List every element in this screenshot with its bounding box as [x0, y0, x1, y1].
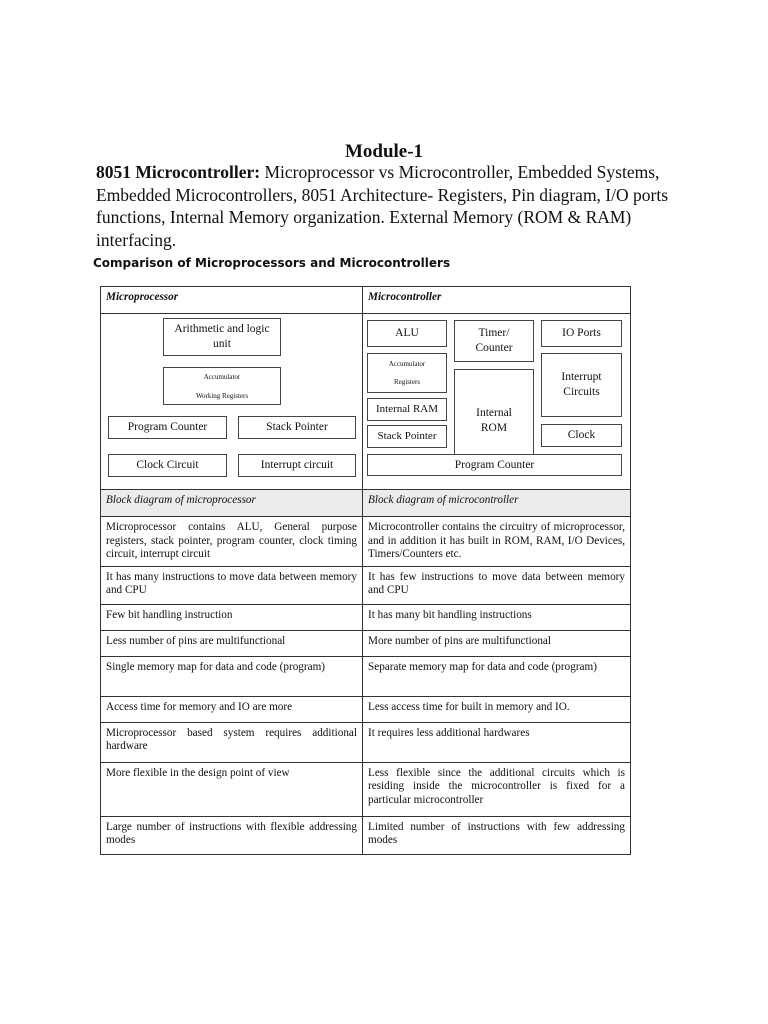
mc-program-counter-box [367, 454, 622, 476]
mp-interrupt-circuit-label: Interrupt circuit [260, 459, 334, 471]
table-row [101, 816, 631, 854]
mp-clock-circuit-box [108, 454, 227, 477]
header-microcontroller: Microcontroller [363, 287, 631, 314]
mp-alu-box [163, 318, 281, 356]
mp-stack-pointer-box [238, 416, 356, 439]
row-3-microprocessor: Few bit handling instruction [101, 604, 363, 630]
mc-clock-label: Clock [567, 429, 596, 441]
mp-accumulator-label: Accumulator [203, 372, 241, 381]
row-8-microcontroller: Less flexible since the additional circuits which is residing inside the microcontroller is fixed for a particular microcontroller [363, 762, 631, 816]
mc-timer-counter-box [454, 320, 534, 362]
microprocessor-block-diagram [101, 314, 363, 490]
row-7-microcontroller: It requires less additional hardwares [363, 722, 631, 762]
mp-program-counter-box [108, 416, 227, 439]
row-9-microprocessor: Large number of instructions with flexible addressing modes [101, 816, 363, 854]
row-4-microprocessor: Less number of pins are multifunctional [101, 630, 363, 656]
caption-microcontroller: Block diagram of microcontroller [363, 490, 631, 517]
mp-stack-pointer-label: Stack Pointer [266, 421, 328, 433]
mc-internal-ram-label: Internal RAM [375, 403, 438, 415]
module-lead: 8051 Microcontroller: [96, 162, 261, 182]
table-row [101, 762, 631, 816]
table-row [101, 722, 631, 762]
microcontroller-block-diagram [363, 314, 631, 490]
mc-timer-counter-label: Timer/ Counter [475, 327, 513, 354]
row-8-microprocessor: More flexible in the design point of view [101, 762, 363, 816]
row-9-microcontroller: Limited number of instructions with few addressing modes [363, 816, 631, 854]
table-header-row [101, 287, 631, 314]
section-heading: Comparison of Microprocessors and Microcontrollers [93, 256, 451, 270]
row-1-microprocessor: Microprocessor contains ALU, General purpose registers, stack pointer, program counter, clock timing circuit, interrupt circuit [101, 517, 363, 567]
table-row [101, 517, 631, 567]
mc-stack-pointer-label: Stack Pointer [377, 430, 437, 442]
header-microprocessor: Microprocessor [101, 287, 363, 314]
table-row [101, 566, 631, 604]
mp-interrupt-circuit-box [238, 454, 356, 477]
mc-accumulator-label: Accumulator [388, 360, 426, 368]
mc-internal-ram-box [367, 398, 447, 421]
mc-io-ports-label: IO Ports [562, 327, 601, 339]
module-topics: Microprocessor vs Microcontroller, Embedded Systems, Embedded Microcontrollers, 8051 Architecture- Registers, Pin diagram, I/O ports functions, Internal Memory organization. External Memory (ROM & RAM) interfacing. [96, 162, 669, 250]
mc-alu-label: ALU [395, 327, 419, 339]
mc-accumulator-box [367, 353, 447, 393]
mc-internal-rom-label: Internal ROM [476, 406, 512, 434]
mc-interrupt-circuits-label: Interrupt Circuits [561, 371, 602, 398]
module-description [96, 161, 676, 251]
mc-clock-box [541, 424, 622, 447]
mp-working-registers-label: Working Registers [195, 391, 249, 400]
row-5-microcontroller: Separate memory map for data and code (program) [363, 656, 631, 696]
table-row [101, 604, 631, 630]
mc-alu-box [367, 320, 447, 347]
diagram-caption-row [101, 490, 631, 517]
row-3-microcontroller: It has many bit handling instructions [363, 604, 631, 630]
mp-accumulator-box [163, 367, 281, 405]
table-row [101, 696, 631, 722]
mp-program-counter-label: Program Counter [127, 421, 208, 433]
row-1-microcontroller: Microcontroller contains the circuitry of microprocessor, and in addition it has built in ROM, RAM, I/O Devices, Timers/Counters etc. [363, 517, 631, 567]
mc-stack-pointer-box [367, 425, 447, 448]
comparison-table [100, 286, 631, 855]
row-2-microprocessor: It has many instructions to move data between memory and CPU [101, 566, 363, 604]
row-2-microcontroller: It has few instructions to move data between memory and CPU [363, 566, 631, 604]
row-7-microprocessor: Microprocessor based system requires additional hardware [101, 722, 363, 762]
table-row [101, 630, 631, 656]
row-6-microprocessor: Access time for memory and IO are more [101, 696, 363, 722]
mc-program-counter-label: Program Counter [454, 458, 535, 471]
mc-interrupt-circuits-box [541, 353, 622, 417]
mp-alu-label: Arithmetic and logic unit [174, 323, 270, 350]
mc-registers-label: Registers [393, 378, 421, 386]
mc-io-ports-box [541, 320, 622, 347]
table-row [101, 656, 631, 696]
row-4-microcontroller: More number of pins are multifunctional [363, 630, 631, 656]
caption-microprocessor: Block diagram of microprocessor [101, 490, 363, 517]
diagram-row [101, 314, 631, 490]
row-6-microcontroller: Less access time for built in memory and IO. [363, 696, 631, 722]
module-title: Module-1 [344, 141, 424, 162]
mp-clock-circuit-label: Clock Circuit [136, 459, 199, 471]
row-5-microprocessor: Single memory map for data and code (program) [101, 656, 363, 696]
